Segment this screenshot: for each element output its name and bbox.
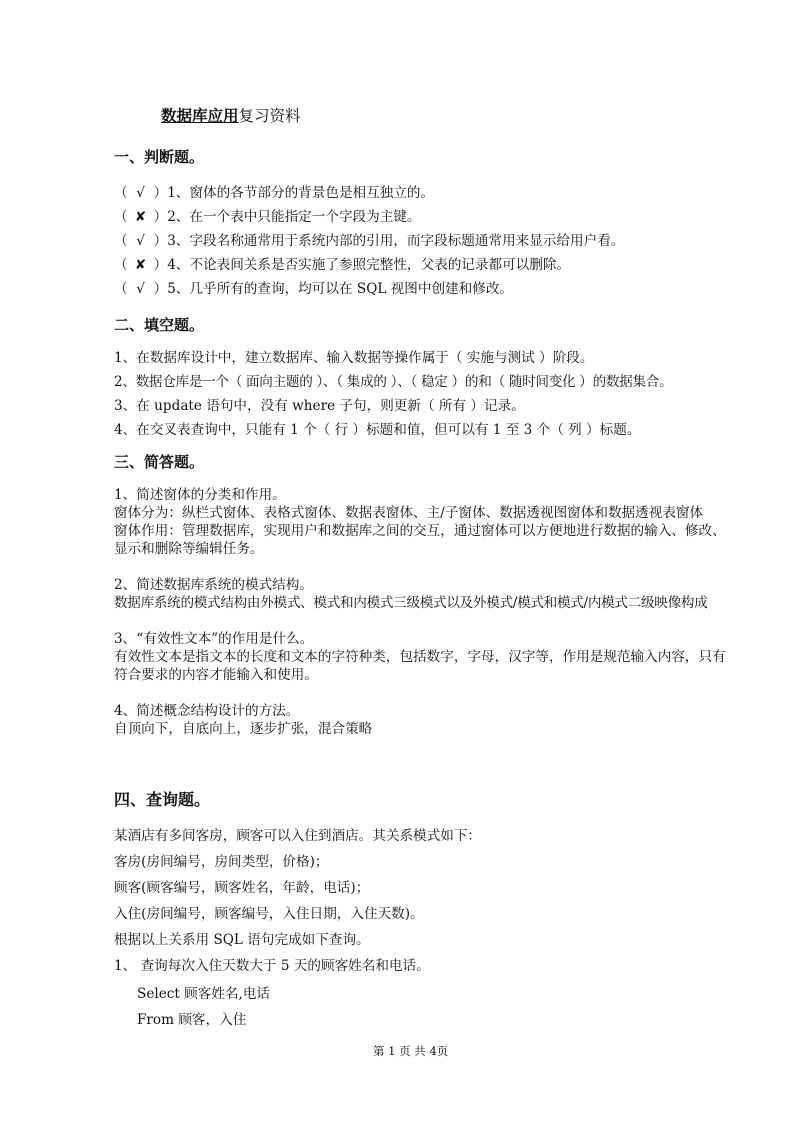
query-text: 入住(房间编号，顾客编号，入住日期，入住天数)。	[114, 906, 424, 922]
cross-mark-icon: ✘	[134, 257, 147, 273]
question: 3、“有效性文本”的作用是什么。	[114, 631, 314, 647]
query-text: 客房(房间编号，房间类型，价格)；	[114, 854, 329, 870]
document-title	[161, 104, 301, 126]
judgement-item: （ ✘ ）4、不论表间关系是否实施了参照完整性，父表的记录都可以删除。	[114, 257, 571, 273]
cross-mark-icon: ✘	[134, 209, 147, 225]
item-text: 5、几乎所有的查询，均可以在 SQL 视图中创建和修改。	[167, 281, 514, 297]
item-text: 3、字段名称通常用于系统内部的引用，而字段标题通常用来显示给用户看。	[167, 233, 625, 249]
section-heading-fill: 二、填空题。	[114, 316, 205, 334]
check-mark-icon: √	[136, 281, 145, 297]
question: 1、简述窗体的分类和作用。	[114, 487, 286, 503]
item-text: 1、窗体的各节部分的背景色是相互独立的。	[167, 185, 435, 201]
page-footer: 第 1 页 共 4页	[373, 1044, 449, 1058]
sql-line: Select 顾客姓名,电话	[137, 986, 271, 1002]
question: 2、简述数据库系统的模式结构。	[114, 577, 313, 593]
answer-line: 显示和删除等编辑任务。	[114, 541, 264, 557]
query-question: 1、 查询每次入住天数大于 5 天的顾客姓名和电话。	[114, 958, 430, 974]
judgement-item: （ √ ）3、字段名称通常用于系统内部的引用，而字段标题通常用来显示给用户看。	[114, 233, 625, 249]
judgement-item: （ ✘ ）2、在一个表中只能指定一个字段为主键。	[114, 209, 421, 225]
section-heading-short-answer: 三、简答题。	[114, 453, 205, 471]
answer-line: 窗体作用：管理数据库，实现用户和数据库之间的交互，通过窗体可以方便地进行数据的输入、修改、	[114, 523, 726, 539]
check-mark-icon: √	[136, 233, 145, 249]
fill-item: 1、在数据库设计中，建立数据库、输入数据等操作属于（ 实施与测试 ）阶段。	[114, 350, 594, 366]
judgement-item: （ √ ）5、几乎所有的查询，均可以在 SQL 视图中创建和修改。	[114, 281, 514, 297]
sql-line: From 顾客，入住	[137, 1012, 247, 1028]
answer-line: 窗体分为：纵栏式窗体、表格式窗体、数据表窗体、主/子窗体、数据透视图窗体和数据透视表窗体	[114, 505, 704, 521]
section-heading-query: 四、查询题。	[114, 790, 211, 809]
check-mark-icon: √	[136, 185, 145, 201]
title-bold: 数据库应用	[161, 107, 239, 125]
item-text: 2、在一个表中只能指定一个字段为主键。	[167, 209, 421, 225]
query-text: 根据以上关系用 SQL 语句完成如下查询。	[114, 932, 370, 948]
judgement-item: （ √ ）1、窗体的各节部分的背景色是相互独立的。	[114, 185, 435, 201]
answer-line: 自顶向下，自底向上，逐步扩张，混合策略	[114, 721, 373, 737]
answer-line: 数据库系统的模式结构由外模式、模式和内模式三级模式以及外模式/模式和模式/内模式二级映像构成	[114, 595, 708, 611]
fill-item: 2、数据仓库是一个（ 面向主题的 ）、（ 集成的 ）、（ 稳定 ）的和（ 随时间变化 ）的数据集合。	[114, 374, 673, 390]
query-text: 某酒店有多间客房，顾客可以入住到酒店。其关系模式如下：	[114, 828, 482, 844]
fill-item: 3、在 update 语句中，没有 where 子句，则更新（ 所有 ）记录。	[114, 398, 525, 414]
section-heading-judgement: 一、判断题。	[114, 148, 205, 166]
query-text: 顾客(顾客编号，顾客姓名，年龄，电话)；	[114, 880, 370, 896]
answer-line: 符合要求的内容才能输入和使用。	[114, 667, 318, 683]
answer-line: 有效性文本是指文本的长度和文本的字符种类，包括数字，字母，汉字等，作用是规范输入内容，只有	[114, 649, 726, 665]
title-rest: 复习资料	[238, 107, 301, 125]
fill-item: 4、在交叉表查询中，只能有 1 个（ 行 ）标题和值，但可以有 1 至 3 个（ 列 ）标题。	[114, 422, 641, 438]
question: 4、简述概念结构设计的方法。	[114, 703, 300, 719]
item-text: 4、不论表间关系是否实施了参照完整性，父表的记录都可以删除。	[167, 257, 571, 273]
